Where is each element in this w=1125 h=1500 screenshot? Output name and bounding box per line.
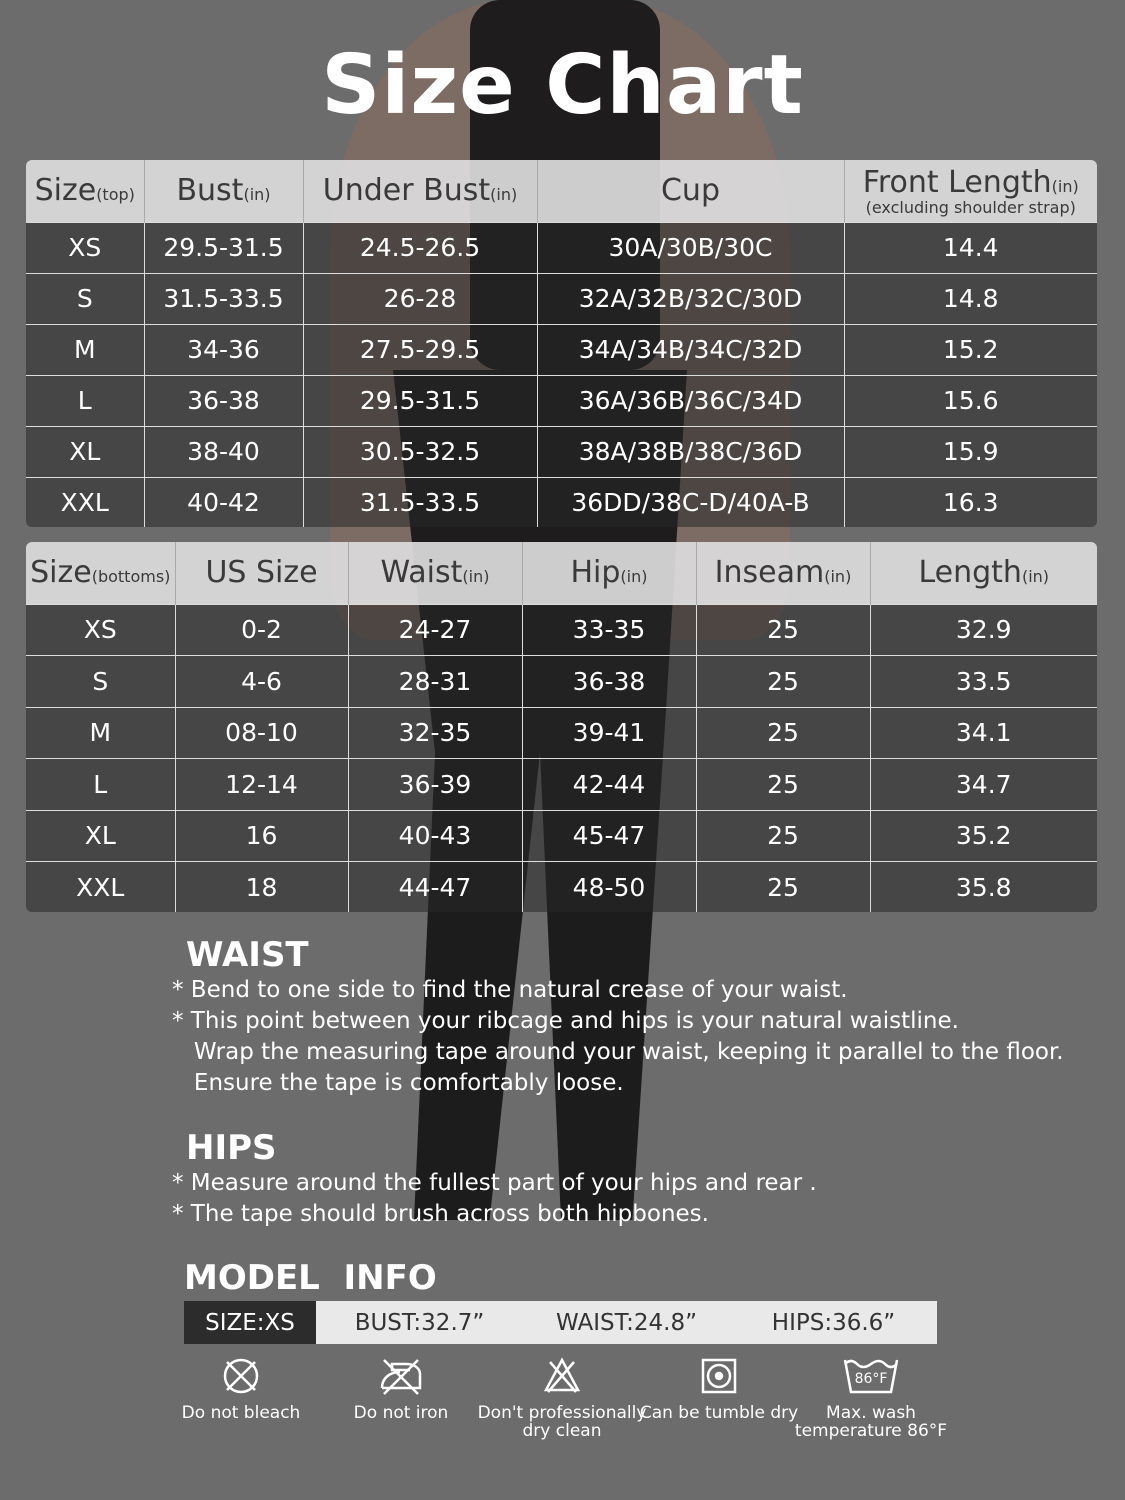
no-iron-icon	[378, 1356, 424, 1396]
table-row	[25, 324, 1098, 375]
page-title: Size Chart	[321, 38, 804, 133]
model-waist: WAIST:24.8”	[556, 1309, 697, 1336]
table-cell: 29.5-31.5	[303, 375, 537, 426]
table-cell: 33-35	[522, 604, 696, 656]
header-note: (excluding shoulder strap)	[865, 198, 1076, 218]
table-cell: 25	[696, 759, 870, 811]
table-cell: 31.5-33.5	[144, 273, 303, 324]
header-label: US Size	[205, 555, 318, 591]
header-label: Waist	[380, 555, 463, 591]
table-row	[25, 656, 1098, 708]
column-header	[870, 541, 1098, 604]
waist-line: * Bend to one side to find the natural crease of your waist.	[172, 977, 848, 1003]
table-cell: 25	[696, 707, 870, 759]
column-header	[696, 541, 870, 604]
model-info-heading: MODEL INFO	[184, 1258, 437, 1298]
table-cell: 30.5-32.5	[303, 426, 537, 477]
header-unit: (in)	[462, 567, 490, 587]
table-cell: 42-44	[522, 759, 696, 811]
table-cell: 18	[175, 862, 348, 914]
model-size: SIZE:XS	[184, 1301, 316, 1344]
table-row	[25, 426, 1098, 477]
header-label: Inseam	[714, 555, 825, 591]
waist-line: Ensure the tape is comfortably loose.	[172, 1070, 624, 1096]
table-cell: 08-10	[175, 707, 348, 759]
table-cell: 39-41	[522, 707, 696, 759]
table-cell: 35.2	[870, 810, 1098, 862]
table-cell: S	[25, 656, 175, 708]
table-row	[25, 707, 1098, 759]
no-dry-clean-icon	[542, 1356, 582, 1396]
table-cell: S	[25, 273, 144, 324]
table-cell: 15.2	[844, 324, 1098, 375]
header-unit: (in)	[1051, 177, 1079, 197]
header-unit: (bottoms)	[91, 567, 171, 587]
table-cell: L	[25, 375, 144, 426]
table-cell: XXL	[25, 477, 144, 528]
table-row	[25, 477, 1098, 528]
column-header	[25, 541, 175, 604]
header-label: Size	[34, 173, 97, 209]
no-bleach-icon	[221, 1356, 261, 1396]
table-cell: 12-14	[175, 759, 348, 811]
table-cell: 26-28	[303, 273, 537, 324]
care-no-iron	[316, 1356, 486, 1422]
table-cell: 24.5-26.5	[303, 222, 537, 273]
table-cell: 36-38	[522, 656, 696, 708]
table-cell: 34.1	[870, 707, 1098, 759]
header-label: Hip	[570, 555, 621, 591]
table-row	[25, 810, 1098, 862]
table-cell: 36-38	[144, 375, 303, 426]
table-cell: 32.9	[870, 604, 1098, 656]
header-unit: (in)	[824, 567, 852, 587]
care-label: Can be tumble dry	[639, 1403, 799, 1423]
table-cell: 34A/34B/34C/32D	[537, 324, 844, 375]
table-cell: XL	[25, 426, 144, 477]
table-cell: 15.9	[844, 426, 1098, 477]
table-cell: 24-27	[348, 604, 522, 656]
care-label: Do not bleach	[181, 1403, 301, 1423]
table-cell: 48-50	[522, 862, 696, 914]
table-cell: M	[25, 324, 144, 375]
care-label: Don't professionally dry clean	[477, 1403, 647, 1441]
header-label: Cup	[660, 173, 720, 209]
table-cell: 36A/36B/36C/34D	[537, 375, 844, 426]
table-cell: XXL	[25, 862, 175, 914]
table-cell: 34.7	[870, 759, 1098, 811]
table-cell: 40-43	[348, 810, 522, 862]
table-cell: 16.3	[844, 477, 1098, 528]
waist-line: Wrap the measuring tape around your waist, keeping it parallel to the floor.	[172, 1039, 1064, 1065]
hips-section	[172, 1128, 817, 1230]
table-row	[25, 273, 1098, 324]
tumble-dry-icon	[699, 1356, 739, 1396]
table-cell: 29.5-31.5	[144, 222, 303, 273]
care-tumble-dry	[634, 1356, 804, 1422]
header-label: Length	[918, 555, 1022, 591]
table-cell: 38-40	[144, 426, 303, 477]
table-cell: 31.5-33.5	[303, 477, 537, 528]
table-cell: 4-6	[175, 656, 348, 708]
table-cell: 45-47	[522, 810, 696, 862]
waist-heading: WAIST	[186, 935, 309, 975]
hips-line: * Measure around the fullest part of your hips and rear .	[172, 1170, 817, 1196]
header-label: Size	[30, 555, 92, 591]
top-size-table	[24, 158, 1099, 529]
table-cell: 44-47	[348, 862, 522, 914]
table-cell: L	[25, 759, 175, 811]
table-row	[25, 222, 1098, 273]
table-cell: 34-36	[144, 324, 303, 375]
table-row	[25, 604, 1098, 656]
table-cell: 14.8	[844, 273, 1098, 324]
table-cell: 32-35	[348, 707, 522, 759]
table-cell: 0-2	[175, 604, 348, 656]
column-header	[537, 159, 844, 222]
model-info-bar	[184, 1301, 937, 1344]
table-cell: 38A/38B/38C/36D	[537, 426, 844, 477]
table-cell: XS	[25, 222, 144, 273]
table-cell: 16	[175, 810, 348, 862]
table-row	[25, 375, 1098, 426]
header-unit: (in)	[1021, 567, 1050, 587]
column-header	[303, 159, 537, 222]
wash-86-icon	[843, 1356, 899, 1396]
care-no-dry-clean	[477, 1356, 647, 1440]
table-cell: 25	[696, 604, 870, 656]
table-cell: 40-42	[144, 477, 303, 528]
care-label: Do not iron	[353, 1403, 449, 1423]
table-cell: 33.5	[870, 656, 1098, 708]
table-cell: 25	[696, 810, 870, 862]
table-cell: XS	[25, 604, 175, 656]
table-cell: M	[25, 707, 175, 759]
care-wash-86	[786, 1356, 956, 1440]
hips-heading: HIPS	[186, 1128, 277, 1168]
model-hips: HIPS:36.6”	[771, 1309, 896, 1336]
bottom-size-table	[24, 540, 1099, 914]
column-header	[25, 159, 144, 222]
column-header	[144, 159, 303, 222]
table-cell: 25	[696, 656, 870, 708]
header-label: Front Length	[862, 165, 1052, 201]
hips-line: * The tape should brush across both hipbones.	[172, 1201, 709, 1227]
header-unit: (in)	[490, 185, 518, 205]
table-cell: 30A/30B/30C	[537, 222, 844, 273]
care-label: Max. wash temperature 86°F	[794, 1403, 948, 1441]
waist-line: * This point between your ribcage and hips is your natural waistline.	[172, 1008, 959, 1034]
column-header	[348, 541, 522, 604]
header-unit: (in)	[620, 567, 648, 587]
model-bust: BUST:32.7”	[354, 1309, 485, 1336]
column-header	[522, 541, 696, 604]
waist-section	[172, 935, 1064, 1099]
table-cell: 14.4	[844, 222, 1098, 273]
table-cell: 36-39	[348, 759, 522, 811]
header-unit: (top)	[96, 185, 135, 205]
column-header	[844, 159, 1098, 222]
table-row	[25, 759, 1098, 811]
header-label: Bust	[176, 173, 244, 209]
table-cell: 28-31	[348, 656, 522, 708]
header-label: Under Bust	[322, 173, 491, 209]
table-row	[25, 862, 1098, 914]
table-cell: 27.5-29.5	[303, 324, 537, 375]
table-cell: 25	[696, 862, 870, 914]
table-cell: 36DD/38C-D/40A-B	[537, 477, 844, 528]
table-cell: 35.8	[870, 862, 1098, 914]
wash-temp: 86°F	[854, 1371, 888, 1387]
table-cell: 32A/32B/32C/30D	[537, 273, 844, 324]
table-cell: XL	[25, 810, 175, 862]
column-header	[175, 541, 348, 604]
care-no-bleach	[156, 1356, 326, 1422]
table-cell: 15.6	[844, 375, 1098, 426]
header-unit: (in)	[243, 185, 271, 205]
